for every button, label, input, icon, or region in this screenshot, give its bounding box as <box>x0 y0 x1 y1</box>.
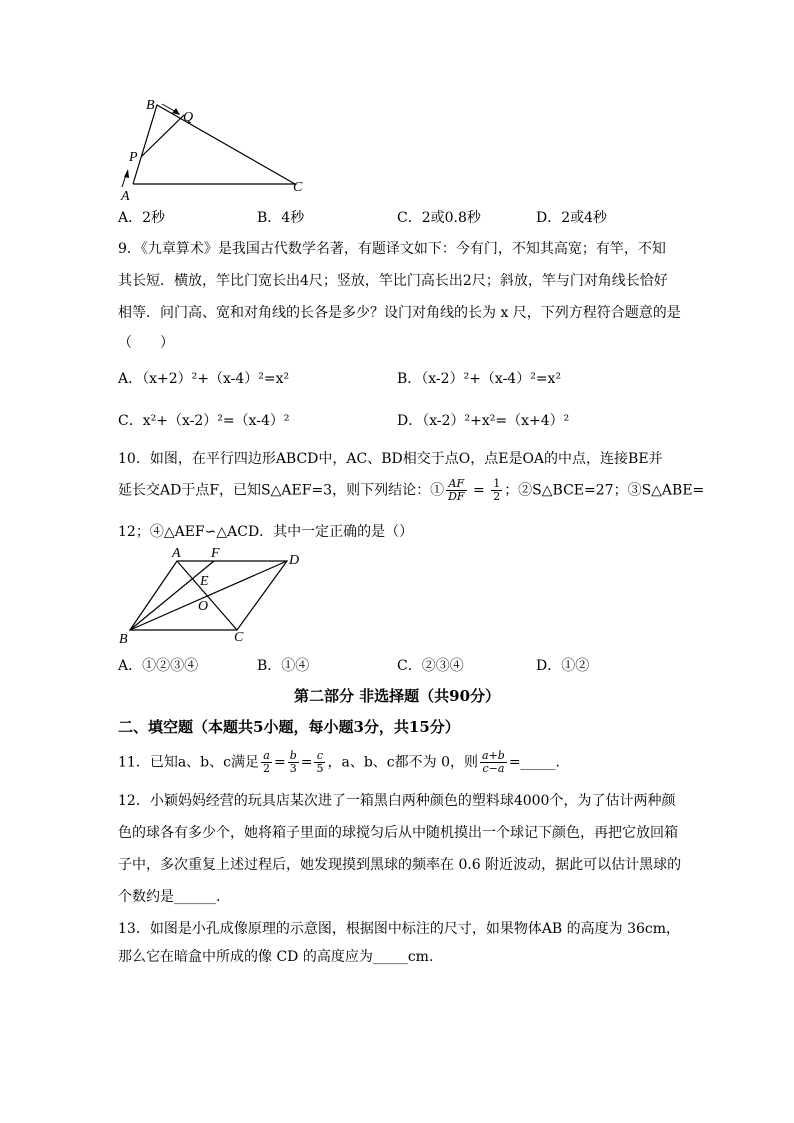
q10-line3: 12；④△AEF∽△ACD．其中一定正确的是（） <box>118 524 414 540</box>
half-fraction <box>491 478 502 503</box>
q9-line1: 9．《九章算术》是我国古代数学名著，有题译文如下：今有门，不知其高宽；有竿，不知 <box>118 241 666 257</box>
q10-option-d[interactable]: D．①② <box>536 658 590 674</box>
q11-prefix: 11．已知a、b、c满足 <box>118 754 259 771</box>
q9-option-c[interactable]: C．x²+（x-2）²=（x-4）² <box>118 413 290 429</box>
label-B: B <box>119 632 128 647</box>
fraction-denominator: 3 <box>289 762 297 775</box>
q9-line2: 其长短．横放，竿比门宽长出4尺；竖放，竿比门高长出2尺；斜放，竿与门对角线长恰好 <box>118 273 668 289</box>
q10-option-a[interactable]: A．①②③④ <box>118 658 199 674</box>
q10-line2-b: ；②S△BCE=27；③S△ABE= <box>504 482 705 499</box>
q13-line2[interactable]: 那么它在暗盒中所成的像 CD 的高度应为_____cm. <box>118 949 434 965</box>
q11-line: 11．已知a、b、c满足 $\frac{a}{2}$ = $\frac{b}{3}$ = $\frac{c}{5}$ ，a、b、c都不为 0，则 $\frac{a+b}{c-a}$ =_____. <box>118 749 561 775</box>
label-A: A <box>172 546 181 561</box>
fraction-denominator: 5 <box>316 762 324 775</box>
label-C: C <box>293 180 303 195</box>
q11-mid: ，a、b、c都不为 0，则 <box>327 754 478 771</box>
fraction-denominator: DF <box>448 490 465 503</box>
q9-option-a[interactable]: A．（x+2）²+（x-4）²=x² <box>118 371 290 387</box>
label-O: O <box>198 599 209 614</box>
label-Q: Q <box>183 110 194 125</box>
q8-option-c[interactable]: C．2或0.8秒 <box>397 210 481 226</box>
q9-line3: 相等．问门高、宽和对角线的长各是多少？设门对角线的长为 x 尺，下列方程符合题意的是 <box>118 305 681 321</box>
q12-line1: 12．小颖妈妈经营的玩具店某次进了一箱黑白两种颜色的塑料球4000个，为了估计两种颜 <box>118 793 676 809</box>
q12-line2: 色的球各有多少个，她将箱子里面的球搅匀后从中随机摸出一个球记下颜色，再把它放回箱 <box>118 825 678 841</box>
fraction-numerator: a <box>261 750 272 763</box>
fraction-denominator: 2 <box>493 490 501 503</box>
q10-option-c[interactable]: C．②③④ <box>397 658 464 674</box>
label-F: F <box>211 546 220 561</box>
q10-line1: 10．如图，在平行四边形ABCD中，AC、BD相交于点O，点E是OA的中点，连接BE并 <box>118 451 663 467</box>
ab-over-ca <box>480 750 507 775</box>
q10-line2-a: 延长交AD于点F，已知S△AEF=3，则下列结论：① <box>118 482 445 499</box>
q12-line4[interactable]: 个数约是______. <box>118 889 221 905</box>
q9-line4: （ ） <box>118 335 174 351</box>
q13-line1: 13．如图是小孔成像原理的示意图，根据图中标注的尺寸，如果物体AB 的高度为 36cm， <box>118 921 681 937</box>
label-E: E <box>200 574 209 589</box>
fraction-denominator: 2 <box>262 762 270 775</box>
q10-line2 <box>118 478 704 503</box>
fraction-numerator: 1 <box>493 477 501 490</box>
q11-suffix[interactable]: =_____. <box>508 754 561 771</box>
b-over-3 <box>288 750 299 775</box>
q12-line3: 子中，多次重复上述过程后，她发现摸到黑球的频率在 0.6 附近波动，据此可以估计黑球的 <box>118 857 682 873</box>
a-over-2 <box>261 750 272 775</box>
q9-option-d[interactable]: D．（x-2）²+x²=（x+4）² <box>397 413 570 429</box>
af-df-fraction <box>446 478 466 503</box>
label-A: A <box>121 189 130 204</box>
label-C: C <box>234 630 244 645</box>
fraction-numerator: c <box>314 750 325 763</box>
fraction-numerator: b <box>289 749 297 762</box>
section-title: 第二部分 非选择题（共90分） <box>293 687 501 705</box>
q8-option-a[interactable]: A．2秒 <box>118 210 166 226</box>
q9-option-b[interactable]: B．（x-2）²+（x-4）²=x² <box>397 371 562 387</box>
fraction-denominator: c−a <box>482 762 505 775</box>
section2-heading: 二、填空题（本题共5小题，每小题3分，共15分） <box>118 718 460 736</box>
q8-option-d[interactable]: D．2或4秒 <box>536 210 608 226</box>
q8-option-b[interactable]: B．4秒 <box>257 210 305 226</box>
q10-option-b[interactable]: B．①④ <box>257 658 310 674</box>
parallelogram-figure <box>110 540 320 650</box>
label-D: D <box>289 553 300 568</box>
label-P: P <box>129 150 138 165</box>
label-B: B <box>146 98 155 113</box>
fraction-numerator: a+b <box>482 749 505 762</box>
fraction-numerator: AF <box>446 478 466 491</box>
equals: = <box>468 482 490 499</box>
c-over-5 <box>314 750 325 775</box>
triangle-figure <box>110 95 320 205</box>
